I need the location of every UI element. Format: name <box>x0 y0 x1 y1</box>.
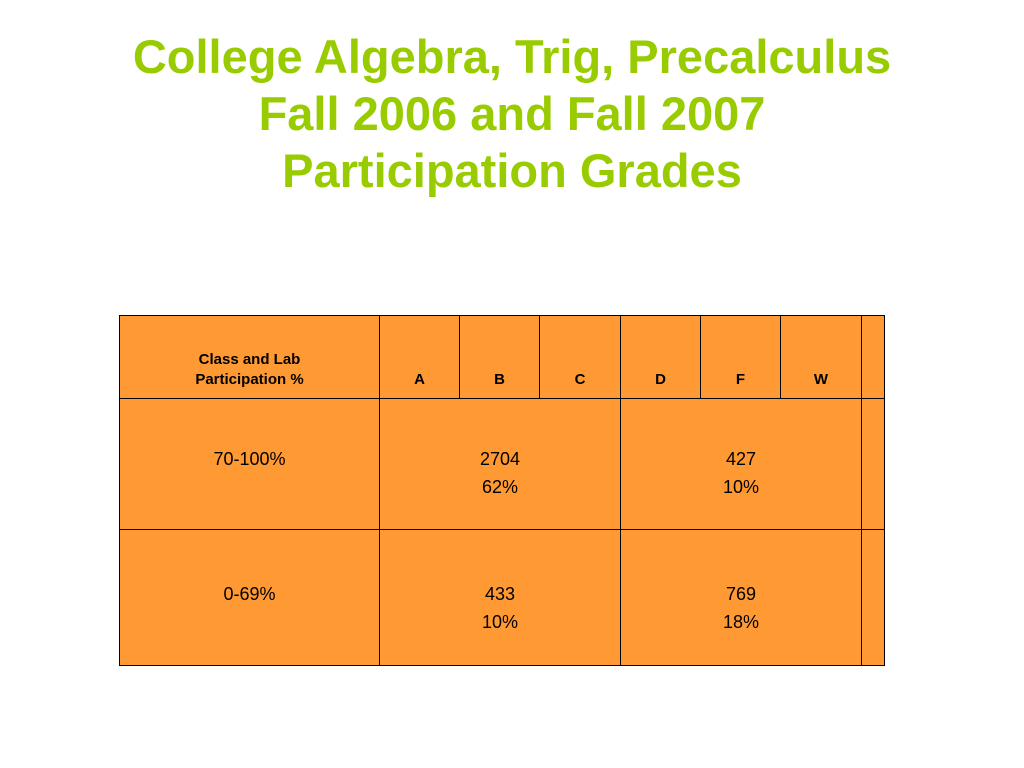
header-grade-f: F <box>701 316 781 399</box>
dfw-value-cell <box>621 530 862 666</box>
abc-count: 2704 <box>479 449 521 469</box>
abc-percent: 10% <box>481 612 519 632</box>
row-label: 70-100% <box>120 399 380 530</box>
title-line-3: Participation Grades <box>282 144 742 197</box>
dfw-value-cell <box>621 399 862 530</box>
header-grade-w: W <box>781 316 862 399</box>
dfw-percent: 18% <box>722 612 760 632</box>
row-spacer-cell <box>862 530 885 666</box>
header-participation-line-1: Class and Lab <box>198 351 301 368</box>
abc-count: 433 <box>484 584 516 604</box>
abc-value-cell <box>380 530 621 666</box>
header-participation-line-2: Participation % <box>195 371 304 388</box>
abc-value-cell <box>380 399 621 530</box>
dfw-percent: 10% <box>722 477 760 497</box>
header-grade-d: D <box>621 316 701 399</box>
dfw-count: 769 <box>725 584 757 604</box>
title-line-2: Fall 2006 and Fall 2007 <box>258 87 766 140</box>
header-participation-cell <box>120 316 380 399</box>
participation-grades-table <box>119 315 885 666</box>
row-spacer-cell <box>862 399 885 530</box>
slide-title <box>0 28 1024 199</box>
table-header-row <box>120 316 885 399</box>
header-grade-a: A <box>380 316 460 399</box>
table-row <box>120 399 885 530</box>
table-row <box>120 530 885 666</box>
abc-percent: 62% <box>481 477 519 497</box>
dfw-count: 427 <box>725 449 757 469</box>
header-grade-b: B <box>460 316 540 399</box>
row-label: 0-69% <box>120 530 380 666</box>
header-spacer-cell <box>862 316 885 399</box>
header-grade-c: C <box>540 316 621 399</box>
title-line-1: College Algebra, Trig, Precalculus <box>132 30 892 83</box>
